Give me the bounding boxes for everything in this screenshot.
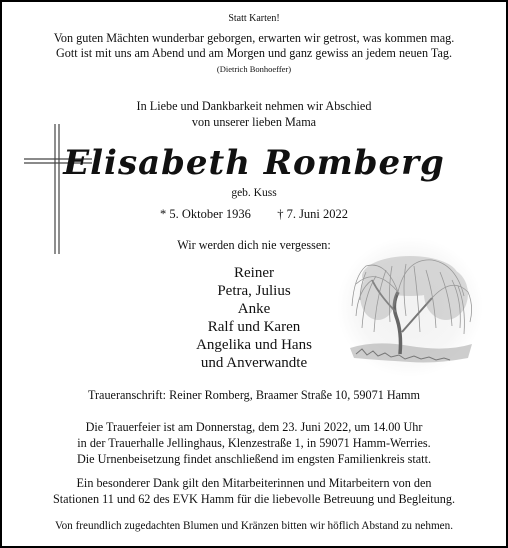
family-member: Petra, Julius — [217, 283, 291, 299]
intro-line-2: von unserer lieben Mama — [191, 115, 317, 129]
address-line: Traueranschrift: Reiner Romberg, Braamer Straße 10, 59071 Hamm — [87, 388, 421, 402]
family-member: Reiner — [234, 265, 274, 281]
life-dates — [2, 207, 506, 222]
service-line-1: Die Trauerfeier ist am Donnerstag, dem 23. Juni 2022, um 14.00 Uhr — [85, 420, 423, 434]
family-member: Ralf und Karen — [207, 319, 301, 335]
service-line-2: in der Trauerhalle Jellinghaus, Klenzestraße 1, in 59071 Hamm-Werries. — [77, 436, 431, 450]
family-member: und Anverwandte — [200, 355, 308, 371]
death-date: † 7. Juni 2022 — [277, 207, 349, 221]
family-member: Angelika und Hans — [196, 337, 312, 353]
thanks-line-1: Ein besonderer Dank gilt den Mitarbeiterinnen und Mitarbeitern von den — [76, 476, 432, 490]
family-list — [189, 264, 319, 372]
maiden-name: geb. Kuss — [231, 187, 277, 199]
birth-date: * 5. Oktober 1936 — [159, 207, 251, 221]
tree-illustration — [336, 236, 484, 378]
family-member: Anke — [237, 301, 271, 317]
service-line-3: Die Urnenbeisetzung findet anschließend im engsten Familienkreis statt. — [76, 452, 432, 466]
quote-author: (Dietrich Bonhoeffer) — [216, 64, 292, 74]
deceased-name: Elisabeth Romberg — [63, 143, 445, 183]
intro-line-1: In Liebe und Dankbarkeit nehmen wir Abschied — [136, 99, 372, 113]
thanks-line-2: Stationen 11 und 62 des EVK Hamm für die liebevolle Betreuung und Begleitung. — [53, 492, 455, 506]
closing-line: Von freundlich zugedachten Blumen und Kränzen bitten wir höflich Abstand zu nehmen. — [54, 520, 454, 532]
quote-line-2: Gott ist mit uns am Abend und am Morgen und ganz gewiss an jedem neuen Tag. — [55, 46, 453, 60]
quote-line-1: Von guten Mächten wunderbar geborgen, erwarten wir getrost, was kommen mag. — [53, 31, 455, 45]
farewell-line: Wir werden dich nie vergessen: — [177, 238, 331, 252]
statt-karten-label: Statt Karten! — [228, 13, 280, 24]
